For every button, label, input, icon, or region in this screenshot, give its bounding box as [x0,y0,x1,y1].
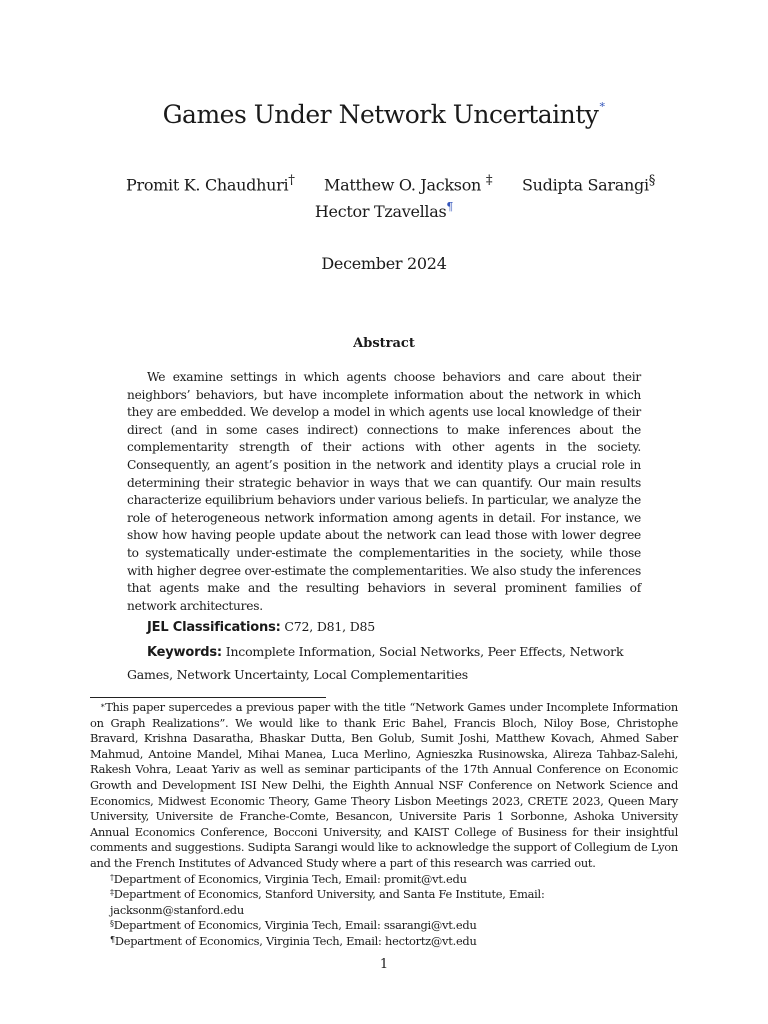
footnote-mark: ‡ [110,888,114,898]
footnote-text: Department of Economics, Virginia Tech, Email: promit@vt.edu [113,871,467,886]
footnote-text: Department of Economics, Stanford University, and Santa Fe Institute, Email: jacksonm@stanford.edu [110,887,545,917]
author-name: Promit K. Chaudhuri [126,175,289,195]
footnote-affiliation [90,918,678,934]
author-footnote-mark[interactable]: ¶ [446,200,454,213]
author-4 [0,202,768,221]
jel-label: JEL Classifications: [147,620,281,635]
author-footnote-mark[interactable]: ‡ [485,173,493,188]
author-name: Hector Tzavellas [314,202,447,221]
footnote-rule [90,697,326,698]
footnote-mark: ¶ [110,934,115,944]
keywords-value: Incomplete Information, Social Networks, Peer Effects, Network Games, Network Uncertainty, Local Complementarities [127,644,624,682]
author-2 [324,173,492,194]
footnote-affiliation [90,872,678,888]
paper-title-text: Games Under Network Uncertainty [162,100,599,129]
author-footnote-mark[interactable]: † [288,173,295,188]
footnote-acknowledgements [90,700,678,872]
author-name: Matthew O. Jackson [324,175,482,195]
keywords [127,641,647,685]
footnote-mark: † [110,872,114,882]
jel-classifications [147,619,647,635]
footnote-text: This paper supercedes a previous paper with the title “Network Games under Incomplete Information on Graph Realizations”. We would like to thank Eric Bahel, Francis Bloch, Niloy Bose, Christophe Bravard, Krishna Dasaratha, Bhaskar Dutta, Ben Golub, Sumit Joshi, Matthew Kovach, Ahmed Saber Mahmud, Antoine Mandel, Mihai Manea, Luca Merlino, Agnieszka Rusinowska, Alireza Tahbaz-Salehi, Rakesh Vohra, Leaat Yariv as well as seminar participants of the 17th Annual Conference on Economic Growth and Development ISI New Delhi, the Eighth Annual NSF Conference on Network Science and Economics, Midwest Economic Theory, Game Theory Lisbon Meetings 2023, CRETE 2023, Queen Mary University, Universite de Franche-Comte, Besancon, Universite Paris 1 Sorbonne, Ashoka University Annual Economics Conference, Bocconi University, and KAIST College of Business for their insightful comments and suggestions. Sudipta Sarangi would like to acknowledge the support of Collegium de Lyon and the French Institutes of Advanced Study where a part of this research was carried out. [90,700,678,870]
author-3 [522,173,655,194]
footnote-mark: § [110,919,114,929]
jel-value: C72, D81, D85 [284,619,376,634]
author-1 [126,173,295,194]
footnote-affiliation [90,934,678,950]
footnote-text: Department of Economics, Virginia Tech, Email: hectortz@vt.edu [114,933,477,948]
author-name: Sudipta Sarangi [522,175,649,195]
footnote-affiliation [90,887,678,918]
page-number: 1 [379,957,389,972]
abstract-body: We examine settings in which agents choose behaviors and care about their neighbors’ behaviors, but have incomplete information about the network in which they are embedded. We develop a model in which agents use local knowledge of their direct (and in some cases indirect) connections to make inferences about the complementarity strength of their actions with other agents in the society. Consequently, an agent’s position in the network and identity plays a crucial role in determining their strategic behavior in ways that we can quantify. Our main results characterize equilibrium behaviors under various beliefs. In particular, we analyze the role of heterogeneous network information among agents in detail. For instance, we show how having people update about the network can lead those with lower degree to systematically under-estimate the complementarities in the society, while those with higher degree over-estimate the complementarities. We also study the inferences that agents make and the resulting behaviors in several prominent families of network architectures. [127,370,641,613]
paper-date: December 2024 [321,254,447,273]
keywords-label: Keywords: [147,645,222,660]
title-footnote-mark[interactable]: ∗ [598,98,606,111]
footnote-mark: ∗ [100,701,106,710]
footnote-text: Department of Economics, Virginia Tech, Email: ssarangi@vt.edu [113,918,477,933]
author-footnote-mark[interactable]: § [648,173,656,188]
paper-title [0,100,768,129]
abstract-heading: Abstract [353,336,415,351]
footnotes [90,700,678,950]
